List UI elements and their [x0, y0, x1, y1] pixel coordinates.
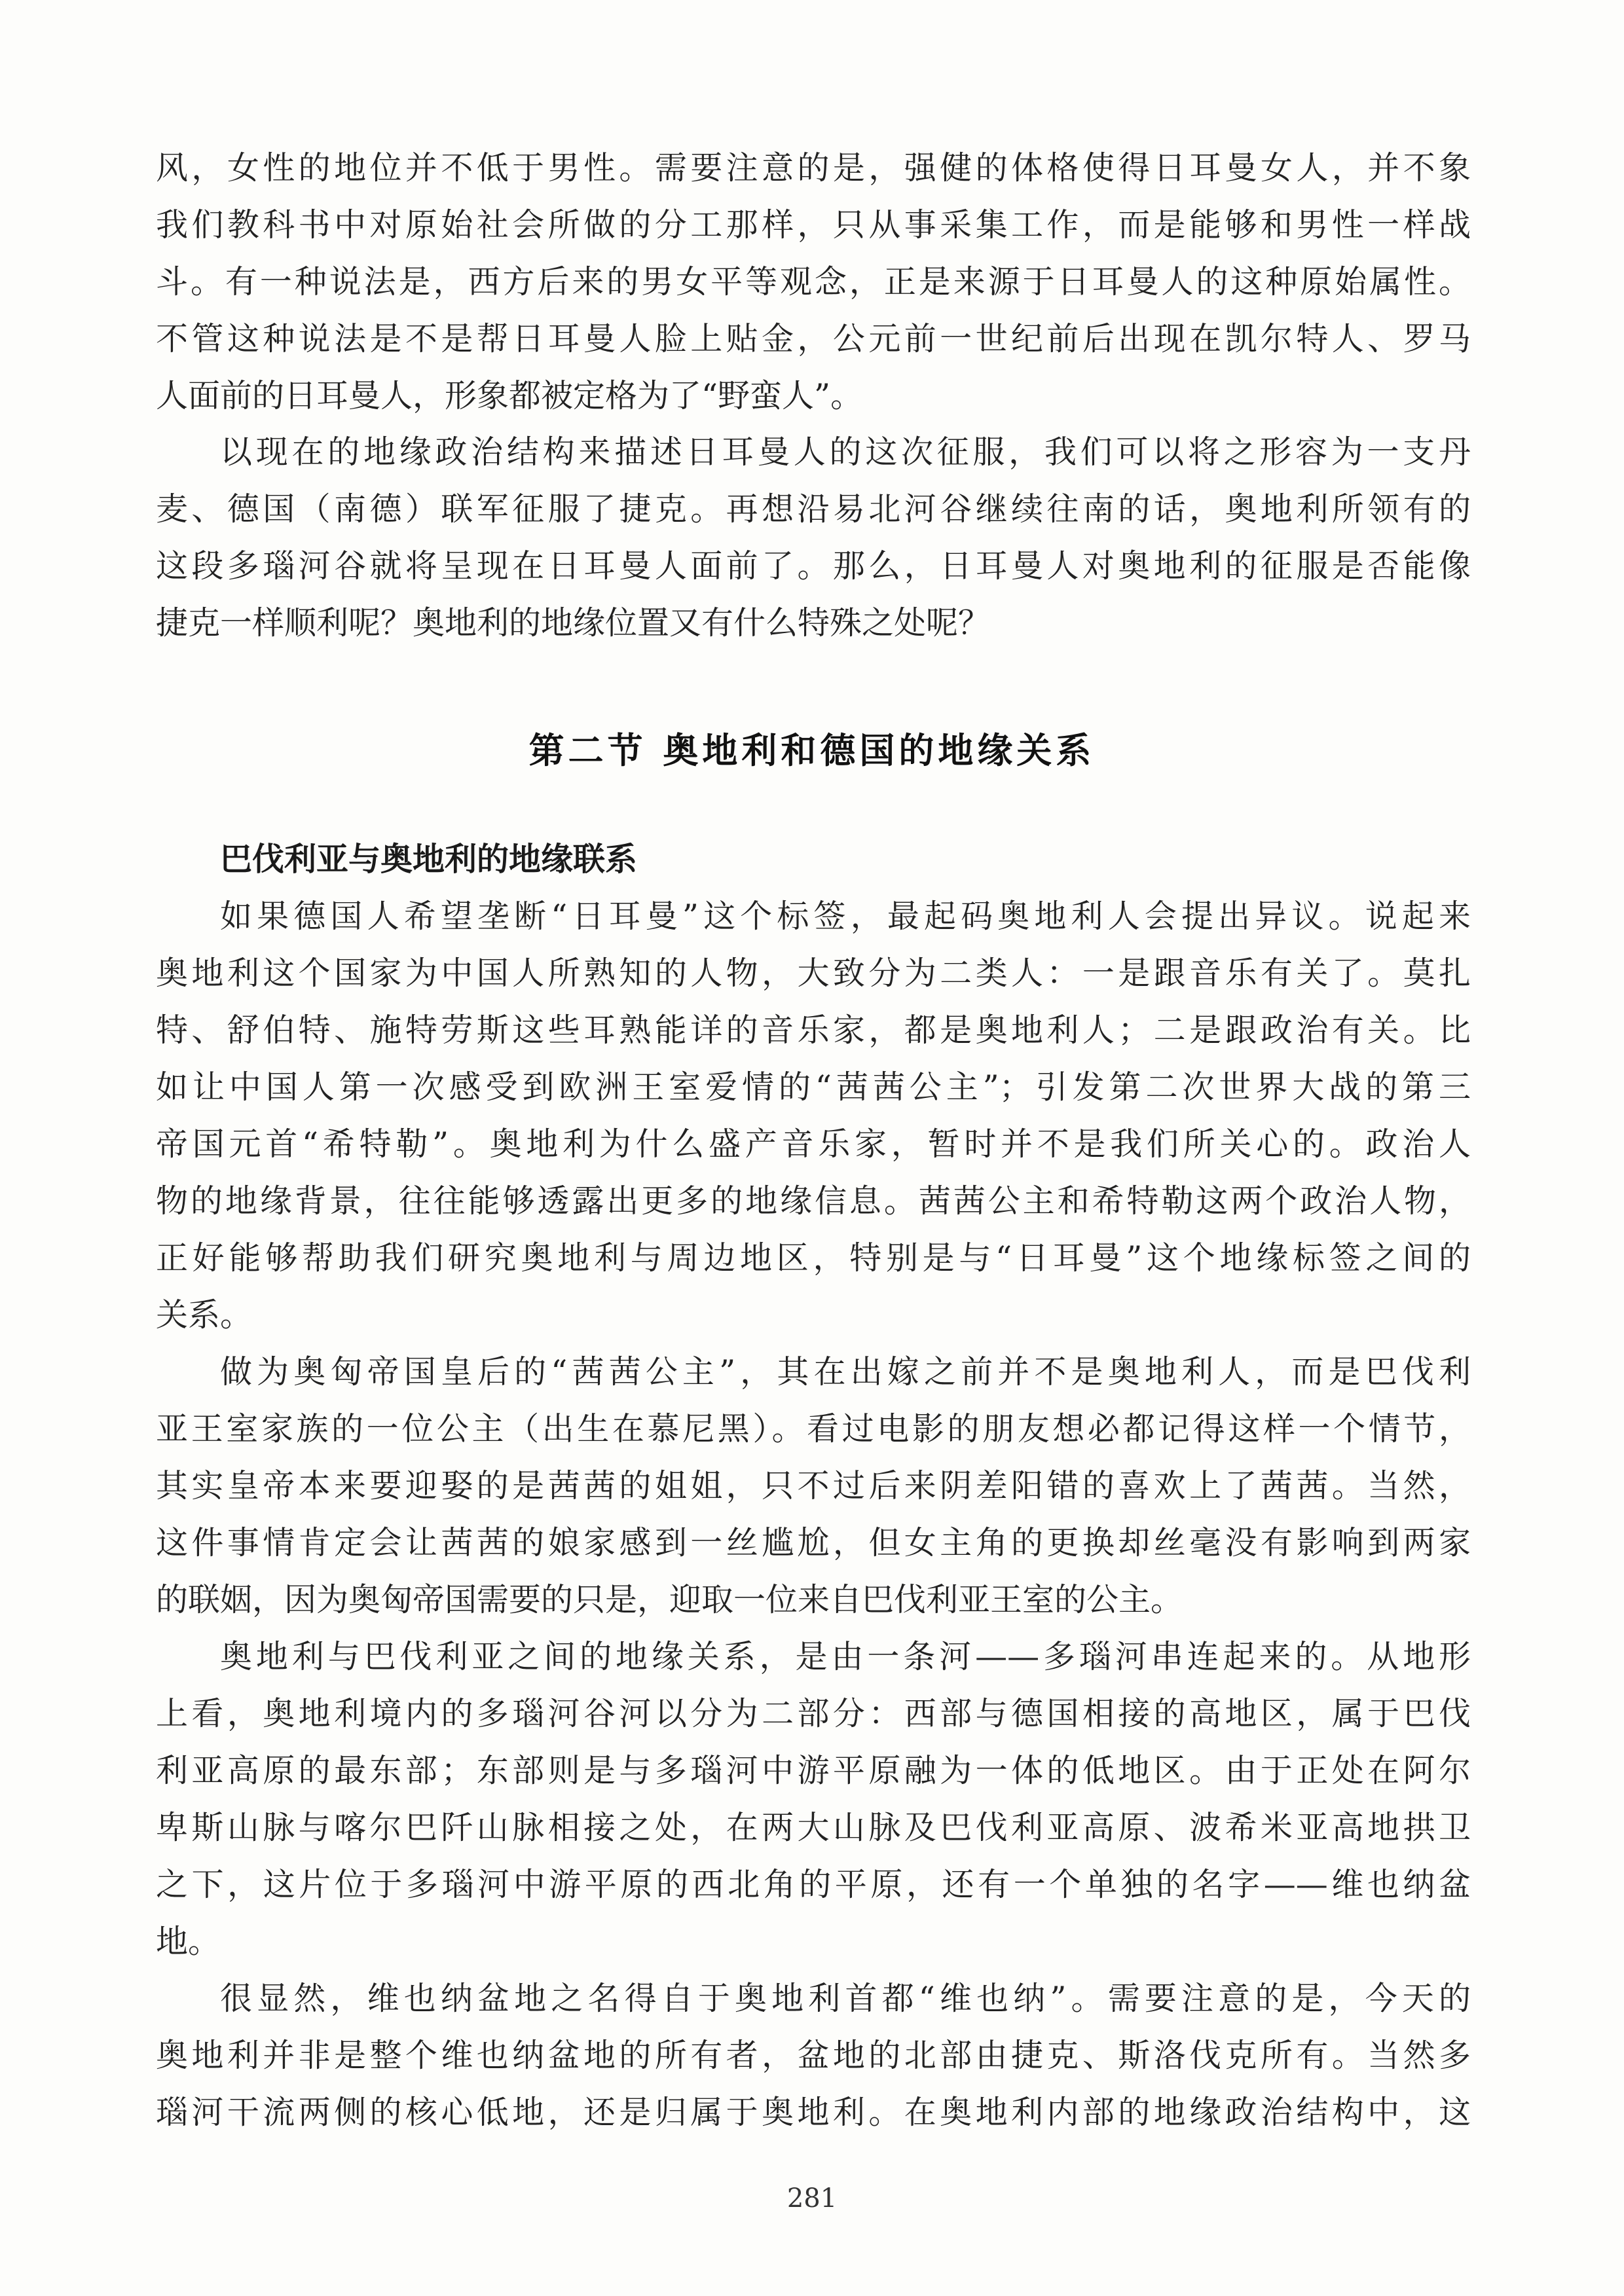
text-line: 奥地利这个国家为中国人所熟知的人物，大致分为二类人：一是跟音乐有关了。莫扎	[156, 955, 1471, 992]
text-line: 之下，这片位于多瑙河中游平原的西北角的平原，还有一个单独的名字——维也纳盆	[156, 1866, 1471, 1903]
text-line: 我们教科书中对原始社会所做的分工那样，只从事采集工作，而是能够和男性一样战	[156, 206, 1471, 244]
text-line: 特、舒伯特、施特劳斯这些耳熟能详的音乐家，都是奥地利人；二是跟政治有关。比	[156, 1011, 1471, 1049]
text-line: 如果德国人希望垄断“日耳曼”这个标签，最起码奥地利人会提出异议。说起来	[220, 898, 1471, 935]
text-line: 奥地利并非是整个维也纳盆地的所有者，盆地的北部由捷克、斯洛伐克所有。当然多	[156, 2037, 1471, 2074]
text-line: 人面前的日耳曼人，形象都被定格为了“野蛮人”。	[156, 377, 863, 414]
text-line: 物的地缘背景，往往能够透露出更多的地缘信息。茜茜公主和希特勒这两个政治人物，	[156, 1182, 1471, 1220]
sub-heading: 巴伐利亚与奥地利的地缘联系	[220, 841, 638, 878]
text-line: 亚王室家族的一位公主（出生在慕尼黑）。看过电影的朋友想必都记得这样一个情节，	[156, 1410, 1471, 1448]
text-line: 这件事情肯定会让茜茜的娘家感到一丝尴尬，但女主角的更换却丝毫没有影响到两家	[156, 1524, 1471, 1561]
text-line: 帝国元首“希特勒”。奥地利为什么盛产音乐家，暂时并不是我们所关心的。政治人	[156, 1125, 1471, 1163]
text-line: 上看，奥地利境内的多瑙河谷河以分为二部分：西部与德国相接的高地区，属于巴伐	[156, 1695, 1471, 1732]
section-title: 第二节 奥地利和德国的地缘关系	[528, 730, 1096, 771]
text-line: 卑斯山脉与喀尔巴阡山脉相接之处，在两大山脉及巴伐利亚高原、波希米亚高地拱卫	[156, 1809, 1471, 1846]
text-line: 的联姻，因为奥匈帝国需要的只是，迎取一位来自巴伐利亚王室的公主。	[156, 1581, 1183, 1618]
text-line: 利亚高原的最东部；东部则是与多瑙河中游平原融为一体的低地区。由于正处在阿尔	[156, 1752, 1471, 1789]
text-line: 地。	[156, 1923, 221, 1960]
text-line: 这段多瑙河谷就将呈现在日耳曼人面前了。那么，日耳曼人对奥地利的征服是否能像	[156, 547, 1471, 585]
text-line: 其实皇帝本来要迎娶的是茜茜的姐姐，只不过后来阴差阳错的喜欢上了茜茜。当然，	[156, 1467, 1471, 1504]
page-number: 281	[786, 2183, 838, 2214]
text-line: 以现在的地缘政治结构来描述日耳曼人的这次征服，我们可以将之形容为一支丹	[220, 433, 1471, 471]
text-line: 如让中国人第一次感受到欧洲王室爱情的“茜茜公主”；引发第二次世界大战的第三	[156, 1068, 1471, 1106]
text-line: 做为奥匈帝国皇后的“茜茜公主”，其在出嫁之前并不是奥地利人，而是巴伐利	[220, 1353, 1471, 1391]
text-line: 关系。	[156, 1296, 253, 1334]
text-line: 瑙河干流两侧的核心低地，还是归属于奥地利。在奥地利内部的地缘政治结构中，这	[156, 2094, 1471, 2131]
text-line: 斗。有一种说法是，西方后来的男女平等观念，正是来源于日耳曼人的这种原始属性。	[156, 263, 1471, 301]
text-line: 奥地利与巴伐利亚之间的地缘关系，是由一条河——多瑙河串连起来的。从地形	[220, 1638, 1471, 1675]
text-line: 不管这种说法是不是帮日耳曼人脸上贴金，公元前一世纪前后出现在凯尔特人、罗马	[156, 320, 1471, 357]
text-line: 很显然，维也纳盆地之名得自于奥地利首都“维也纳”。需要注意的是，今天的	[220, 1980, 1471, 2017]
text-line: 捷克一样顺利呢？奥地利的地缘位置又有什么特殊之处呢？	[156, 604, 991, 642]
text-line: 正好能够帮助我们研究奥地利与周边地区，特别是与“日耳曼”这个地缘标签之间的	[156, 1239, 1471, 1277]
text-line: 麦、德国（南德）联军征服了捷克。再想沿易北河谷继续往南的话，奥地利所领有的	[156, 490, 1471, 528]
text-line: 风，女性的地位并不低于男性。需要注意的是，强健的体格使得日耳曼女人，并不象	[156, 149, 1471, 187]
